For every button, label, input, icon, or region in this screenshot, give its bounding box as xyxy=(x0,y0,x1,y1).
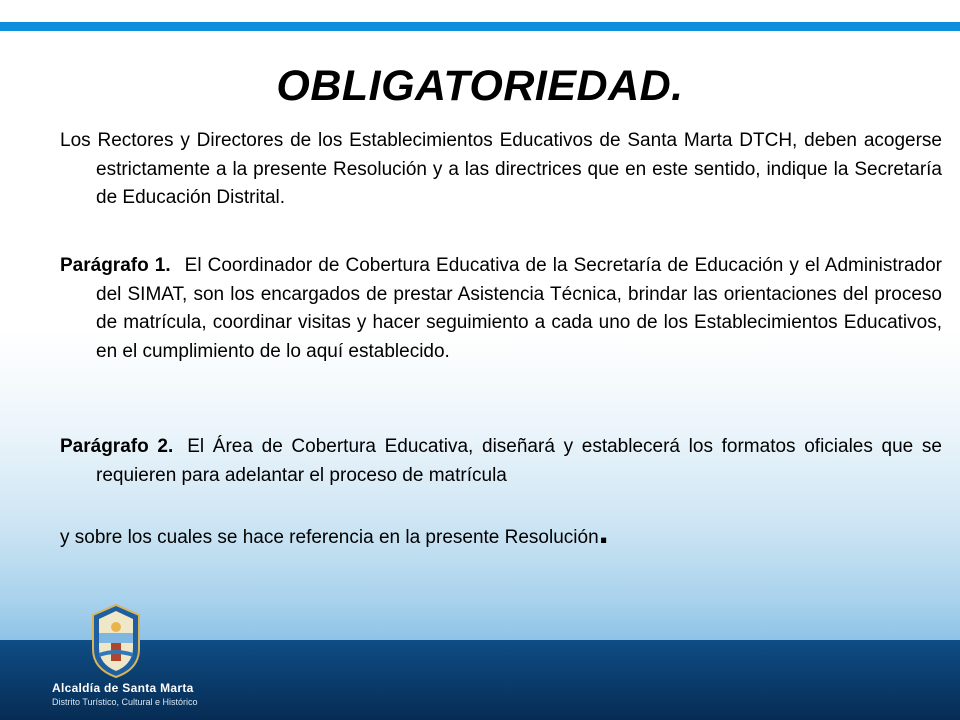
paragraph-period: . xyxy=(598,510,609,551)
city-shield-logo xyxy=(89,603,143,679)
top-accent-bar xyxy=(0,22,960,31)
footer-brand: Alcaldía de Santa Marta xyxy=(52,681,194,695)
paragraph-text-end: y sobre los cuales se hace referencia en la presente Resolución xyxy=(60,527,599,548)
paragraph-paragrafo-2 xyxy=(60,433,942,553)
paragraph-last-line xyxy=(60,510,609,553)
paragraph-text: El Coordinador de Cobertura Educativa de la Secretaría de Educación y el Administrador del SIMAT, son los encargados de prestar Asistencia Técnica, brindar las orientaciones del proceso de matrícula, coordinar visitas y hacer seguimiento a cada uno de los Establecimientos Educativos, en el cumplimiento de lo aquí establecido. xyxy=(96,255,943,362)
paragraph-obligatoriedad xyxy=(60,127,942,213)
paragraph-label: Parágrafo 1. xyxy=(60,255,171,276)
paragraph-paragrafo-1 xyxy=(60,252,942,366)
slide-title: OBLIGATORIEDAD. xyxy=(276,62,684,110)
paragraph-text: Los Rectores y Directores de los Establecimientos Educativos de Santa Marta DTCH, deben acogerse estrictamente a la presente Resolución y a las directrices que en este sentido, indique la Secretaría de Educación Distrital. xyxy=(60,130,942,208)
footer-tagline: Distrito Turístico, Cultural e Histórico xyxy=(52,697,198,707)
footer-band xyxy=(0,640,960,720)
paragraph-text: El Área de Cobertura Educativa, diseñará y establecerá los formatos oficiales que se requieren para adelantar el proceso de matrícula xyxy=(96,436,942,486)
paragraph-label: Parágrafo 2. xyxy=(60,436,174,457)
